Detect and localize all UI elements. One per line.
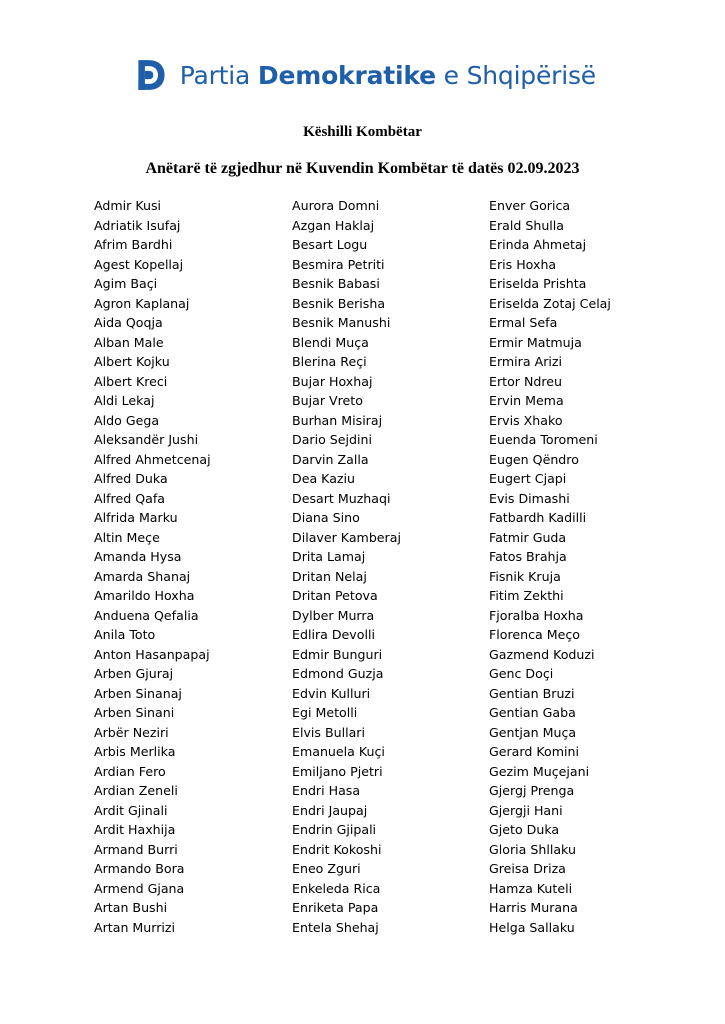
member-name: Besart Logu [292,237,368,252]
member-name: Desart Muzhaqi [292,490,391,506]
member-name: Fatbardh Kadilli [489,510,587,525]
member-name: Gjeto Duka [489,822,560,837]
member-name: Emanuela Kuçi [292,744,385,759]
member-name: Arben Gjuraj [94,666,174,681]
member-name: Ermir Matmuja [489,334,582,350]
member-name: Darvin Zalla [292,451,369,467]
member-name: Helga Sallaku [489,919,575,935]
member-name: Aldo Gega [94,412,160,428]
member-name: Diana Sino [292,510,360,525]
member-name: Ardian Fero [94,763,166,779]
member-name: Anila Toto [94,627,156,642]
member-name: Gentian Bruzi [489,685,575,701]
member-name: Blendi Muça [292,334,369,350]
member-name: Dritan Nelaj [292,568,367,584]
member-name: Arbër Neziri [94,724,169,740]
member-name: Armend Gjana [94,880,185,896]
member-name: Dritan Petova [292,588,378,603]
member-name: Burhan Misiraj [292,412,383,428]
member-name: Bujar Hoxhaj [292,373,373,389]
document-heading: Këshilli Kombëtar [303,124,422,140]
member-name: Ervin Mema [489,393,564,408]
member-name: Fatmir Guda [489,529,567,545]
member-name: Eriselda Zotaj Celaj [489,295,611,311]
member-name: Albert Kojku [94,354,170,369]
member-name: Edmir Bunguri [292,646,383,662]
party-logo [136,45,596,105]
member-name: Ervis Xhako [489,412,563,428]
names-column-3 [489,196,611,937]
member-name: Gazmend Koduzi [489,646,595,662]
member-name: Euenda Toromeni [489,432,598,447]
member-name: Greisa Driza [489,861,566,876]
member-name: Fatos Brahja [489,549,567,564]
member-name: Aleksandër Jushi [94,432,199,447]
pd-logo-icon [136,46,166,104]
member-name: Gentjan Muça [489,724,577,740]
member-name: Azgan Haklaj [292,217,375,233]
member-name: Aldi Lekaj [94,393,155,408]
member-name: Agim Baçi [94,276,158,291]
member-name: Gloria Shllaku [489,841,576,857]
member-name: Adriatik Isufaj [94,217,181,233]
member-name: Enriketa Papa [292,900,379,915]
member-name: Endri Hasa [292,783,361,798]
member-name: Enver Gorica [489,198,571,213]
member-name: Anduena Qefalia [94,607,199,623]
member-name: Dea Kaziu [292,471,356,486]
member-name: Agron Kaplanaj [94,295,190,311]
member-name: Bujar Vreto [292,393,363,408]
member-name: Erald Shulla [489,217,565,233]
member-name: Elvis Bullari [292,724,365,740]
member-name: Gerard Komini [489,744,579,759]
member-name: Florenca Meço [489,627,580,642]
member-name: Artan Murrizi [94,919,176,935]
names-column-2 [292,196,401,937]
member-name: Afrim Bardhi [94,237,173,252]
party-name-tail: e Shqipërisë [435,60,596,90]
member-name: Dilaver Kamberaj [292,529,401,545]
member-name: Dylber Murra [292,607,375,623]
member-name: Fjoralba Hoxha [489,607,584,623]
member-name: Eriselda Prishta [489,276,587,291]
member-name: Anton Hasanpapaj [94,646,210,662]
names-column-1 [94,196,211,937]
member-name: Blerina Reçi [292,354,367,369]
member-name: Besmira Petriti [292,256,385,272]
member-name: Alfred Qafa [94,490,165,506]
member-name: Alban Male [94,334,164,350]
member-name: Besnik Manushi [292,315,391,330]
member-name: Armando Bora [94,861,185,876]
member-name: Amarda Shanaj [94,568,191,584]
member-name: Ermira Arizi [489,354,562,369]
member-name: Amarildo Hoxha [94,588,195,603]
member-name: Armand Burri [94,841,178,857]
member-name: Edmond Guzja [292,666,384,681]
member-name: Endrit Kokoshi [292,841,382,857]
member-name: Evis Dimashi [489,490,570,506]
member-name: Artan Bushi [94,900,168,915]
member-name: Gezim Muçejani [489,763,590,779]
member-name: Gentian Gaba [489,705,576,720]
member-name: Alfred Duka [94,471,168,486]
member-name: Ardit Haxhija [94,822,176,837]
member-name: Eugert Cjapi [489,471,567,486]
member-name: Fisnik Kruja [489,568,561,584]
member-name: Ardit Gjinali [94,802,168,818]
member-name: Amanda Hysa [94,549,182,564]
member-name: Entela Shehaj [292,919,379,935]
member-name: Enkeleda Rica [292,880,381,896]
member-name: Alfred Ahmetcenaj [94,451,211,467]
member-name: Erinda Ahmetaj [489,237,587,252]
member-name: Gjergj Prenga [489,783,575,798]
member-name: Hamza Kuteli [489,880,573,896]
member-name: Arben Sinani [94,705,175,720]
member-name: Besnik Berisha [292,295,386,311]
member-name: Egi Metolli [292,705,358,720]
member-name: Fitim Zekthi [489,588,564,603]
member-name: Eris Hoxha [489,256,557,272]
member-name: Harris Murana [489,900,578,915]
member-name: Admir Kusi [94,198,162,213]
member-name: Eugen Qëndro [489,451,579,467]
party-name [180,61,596,90]
member-name: Emiljano Pjetri [292,763,383,779]
party-name-bold: Demokratike [257,60,436,90]
member-name: Genc Doçi [489,666,554,681]
member-name: Edlira Devolli [292,627,375,642]
member-name: Agest Kopellaj [94,256,184,272]
member-name: Aurora Domni [292,198,380,213]
member-name: Endri Jaupaj [292,802,368,818]
member-name: Arben Sinanaj [94,685,182,701]
member-name: Arbis Merlika [94,744,176,759]
member-name: Ertor Ndreu [489,373,563,389]
member-name: Alfrida Marku [94,510,178,525]
document-subheading: Anëtarë të zgjedhur në Kuvendin Kombëtar të datës 02.09.2023 [145,160,580,177]
member-name: Ardian Zeneli [94,783,178,798]
member-name: Gjergji Hani [489,802,563,818]
member-name: Ermal Sefa [489,315,558,330]
member-name: Endrin Gjipali [292,822,377,837]
member-name: Eneo Zguri [292,861,361,876]
member-name: Drita Lamaj [292,549,366,564]
member-name: Aida Qoqja [94,315,163,330]
member-name: Altin Meçe [94,529,160,545]
member-name: Edvin Kulluri [292,685,371,701]
party-name-regular: Partia [179,60,258,90]
member-name: Albert Kreci [94,373,168,389]
member-name: Dario Sejdini [292,432,373,447]
member-name: Besnik Babasi [292,276,380,291]
